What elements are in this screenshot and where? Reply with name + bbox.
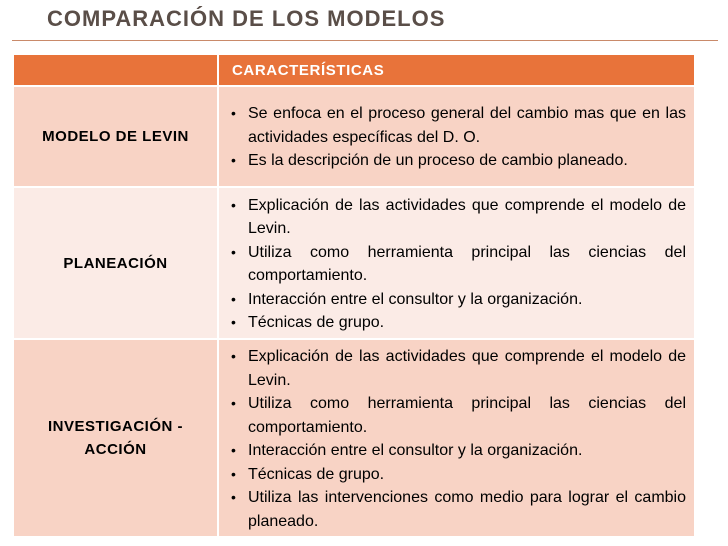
- row-label: INVESTIGACIÓN - ACCIÓN: [13, 339, 218, 537]
- list-item: • Utiliza las intervenciones como medio para lograr el cambio planeado.: [231, 486, 686, 533]
- bullet-icon: •: [231, 290, 236, 307]
- row-characteristics: [218, 339, 695, 537]
- bullet-list: [219, 189, 694, 338]
- list-item: • Utiliza como herramienta principal las ciencias del comportamiento.: [231, 241, 686, 288]
- bullet-icon: •: [231, 465, 236, 482]
- bullet-icon: •: [231, 489, 236, 505]
- bullet-icon: •: [231, 152, 236, 169]
- row-characteristics: [218, 86, 695, 187]
- bullet-icon: •: [231, 243, 236, 260]
- list-item: • Es la descripción de un proceso de cambio planeado.: [231, 149, 686, 173]
- list-item: • Utiliza como herramienta principal las ciencias del comportamiento.: [231, 392, 686, 439]
- list-item: • Interacción entre el consultor y la organización.: [231, 439, 686, 463]
- list-item: • Se enfoca en el proceso general del cambio mas que en las actividades específicas del D. O.: [231, 102, 686, 149]
- title-divider: [12, 40, 718, 41]
- list-item: • Explicación de las actividades que comprende el modelo de Levin.: [231, 194, 686, 241]
- table-header-row: [13, 54, 695, 86]
- list-item: • Técnicas de grupo.: [231, 463, 686, 487]
- list-item: • Técnicas de grupo.: [231, 311, 686, 335]
- bullet-icon: •: [231, 348, 236, 364]
- comparison-table: [12, 53, 696, 538]
- bullet-list: [219, 340, 694, 536]
- list-item: • Explicación de las actividades que comprende el modelo de Levin.: [231, 345, 686, 392]
- header-cell-characteristics: CARACTERÍSTICAS: [218, 54, 695, 86]
- row-characteristics: [218, 187, 695, 339]
- table-row: [13, 339, 695, 537]
- bullet-icon: •: [231, 442, 236, 458]
- bullet-icon: •: [231, 105, 236, 122]
- table-row: [13, 187, 695, 339]
- row-label: MODELO DE LEVIN: [13, 86, 218, 187]
- header-cell-empty: [13, 54, 218, 86]
- bullet-icon: •: [231, 196, 236, 213]
- bullet-icon: •: [231, 314, 236, 330]
- table-row: [13, 86, 695, 187]
- row-label: PLANEACIÓN: [13, 187, 218, 339]
- bullet-icon: •: [231, 395, 236, 411]
- list-item: • Interacción entre el consultor y la organización.: [231, 288, 686, 312]
- page-title: COMPARACIÓN DE LOS MODELOS: [47, 6, 446, 31]
- bullet-list: [219, 97, 694, 176]
